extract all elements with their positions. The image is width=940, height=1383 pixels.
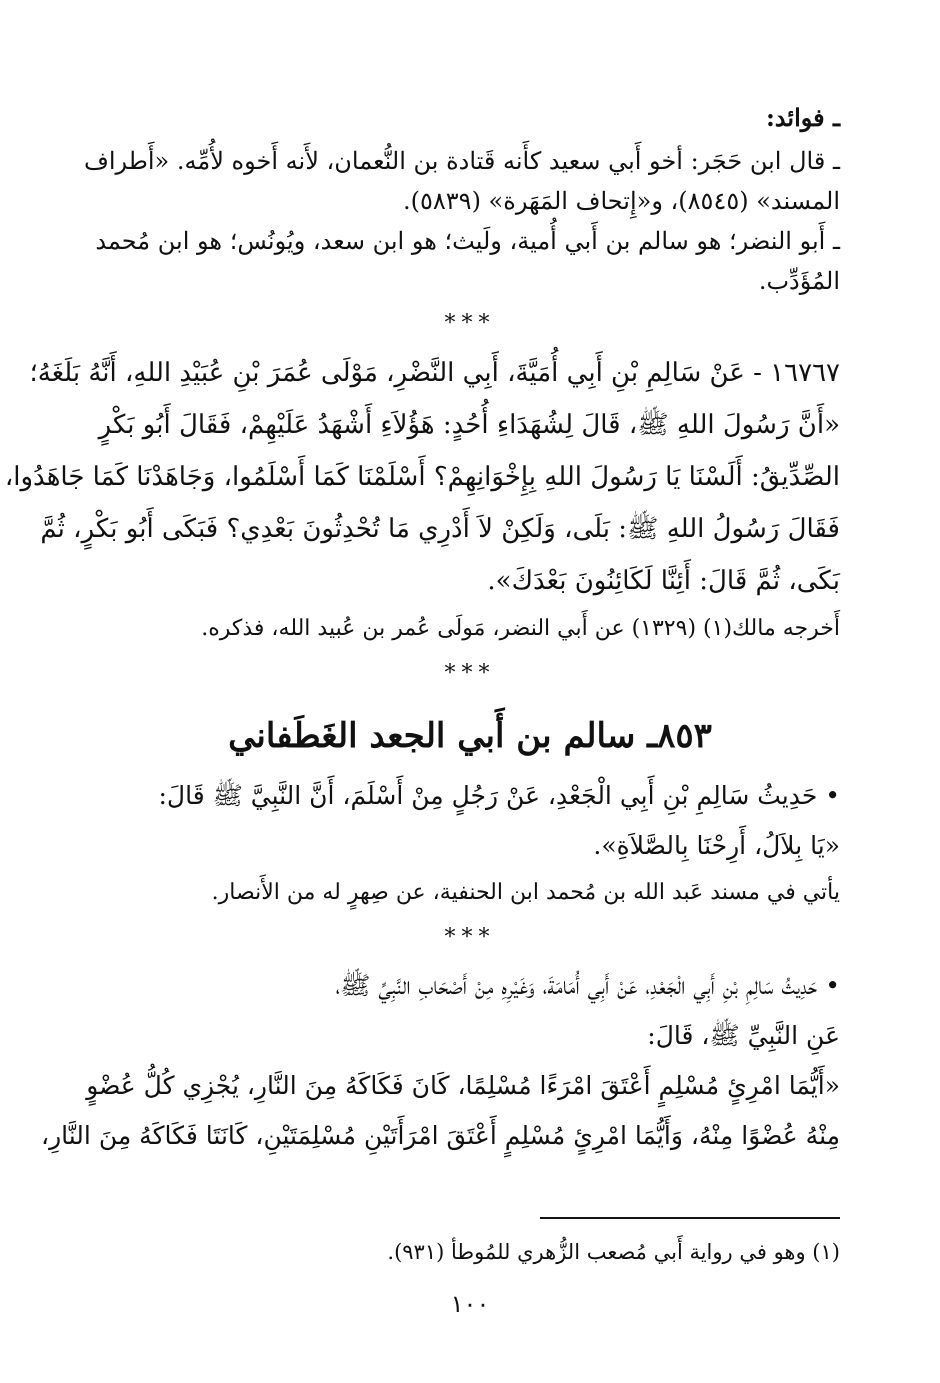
separator-stars: *** <box>444 661 496 686</box>
bullet-2-line-3: «أَيُّمَا امْرِئٍ مُسْلِمٍ أَعْتَقَ امْرَءًا مُسْلِمًا، كَانَ فَكَاكَهُ مِنَ النَّارِ، يُجْزِي كُلُّ عُضْوٍ <box>86 1071 840 1100</box>
page-body <box>4 95 840 1161</box>
bullet-2-line-1: • حَدِيثُ سَالِمِ بْنِ أَبِي الْجَعْدِ، عَنْ أَبِي أُمَامَةَ، وَغَيْرِهِ مِنْ أَصْحَابِ النَّبِيِّ ﷺ، <box>335 971 840 1000</box>
bullet-2-line-2: عَنِ النَّبِيِّ ﷺ، قَالَ: <box>647 1021 840 1050</box>
bullet-2-line-4: مِنْهُ عُضْوًا مِنْهُ، وَأَيُّمَا امْرِئٍ مُسْلِمٍ أَعْتَقَ امْرَأَتَيْنِ مُسْلِمَتَيْنِ، كَانَتَا فَكَاكَهُ مِنَ النَّارِ، <box>41 1121 840 1150</box>
footnote-divider <box>540 1217 840 1219</box>
hadith-16767-line-5: بَكَى، ثُمَّ قَالَ: أَئِنَّا لَكَائِنُونَ بَعْدَكَ». <box>487 566 840 596</box>
note-1: يأتي في مسند عَبد الله بن مُحمد ابن الحنفية، عن صِهرٍ له من الأَنصار. <box>211 880 840 905</box>
takhrij-16767: أَخرجه مالك(١) (١٣٢٩) عن أَبي النضر، مَولَى عُمر بن عُبيد الله، فذكره. <box>201 616 840 641</box>
bullet-1-line-1: • حَدِيثُ سَالِمِ بْنِ أَبِي الْجَعْدِ، عَنْ رَجُلٍ مِنْ أَسْلَمَ، أَنَّ النَّبِيَّ ﷺ قَالَ: <box>158 781 840 810</box>
separator-stars: *** <box>444 311 496 336</box>
hadith-16767-line-2: «أَنَّ رَسُولَ اللهِ ﷺ، قَالَ لِشُهَدَاءِ أُحُدٍ: هَؤُلاَءِ أَشْهَدُ عَلَيْهِمْ، فَقَالَ أَبُو بَكْرٍ <box>98 410 840 440</box>
hadith-16767-line-4: فَقَالَ رَسُولُ اللهِ ﷺ: بَلَى، وَلَكِنْ لاَ أَدْرِي مَا تُحْدِثُونَ بَعْدِي؟ فَبَكَى أَبُو بَكْرٍ، ثُمَّ <box>40 514 840 544</box>
hadith-16767-line-3: الصِّدِّيقُ: أَلَسْنَا يَا رَسُولَ اللهِ بِإِخْوَانِهِمْ؟ أَسْلَمْنَا كَمَا أَسْلَمُوا، وَجَاهَدْنَا كَمَا جَاهَدُوا، <box>4 462 840 492</box>
fawaid-1-line-1: ـ قال ابن حَجَر: أخو أَبي سعيد كأَنه قَتادة بن النُّعمان، لأَنه أَخوه لأُمِّه. «أَطراف <box>84 147 840 175</box>
hadith-16767-line-1: ١٦٧٦٧ - عَنْ سَالِمِ بْنِ أَبِي أُمَيَّةَ، أَبِي النَّضْرِ، مَوْلَى عُمَرَ بْنِ عُبَيْدِ اللهِ، أَنَّهُ بَلَغَهُ؛ <box>29 358 840 388</box>
fawaid-heading: ـ فوائد: <box>765 103 840 132</box>
fawaid-2-line-2: المُؤَدِّب. <box>758 267 840 295</box>
separator-stars: *** <box>444 925 496 950</box>
section-title: ٨٥٣ـ سالم بن أَبي الجعد الغَطَفاني <box>228 716 712 756</box>
fawaid-1-line-2: المسند» (٨٥٤٥)، و«إِتحاف المَهَرة» (٥٨٣٩). <box>403 187 840 215</box>
fawaid-2-line-1: ـ أَبو النضر؛ هو سالم بن أَبي أُمية، ولَيث؛ هو ابن سعد، ويُونُس؛ هو ابن مُحمد <box>95 227 840 255</box>
bullet-1-line-2: «يَا بِلاَلُ، أَرِحْنَا بِالصَّلاَةِ». <box>593 831 840 860</box>
footnote: (١) وهو في رواية أَبي مُصعب الزُّهري للمُوطأ (٩٣١). <box>387 1240 840 1264</box>
page-number: ١٠٠ <box>450 1290 490 1318</box>
